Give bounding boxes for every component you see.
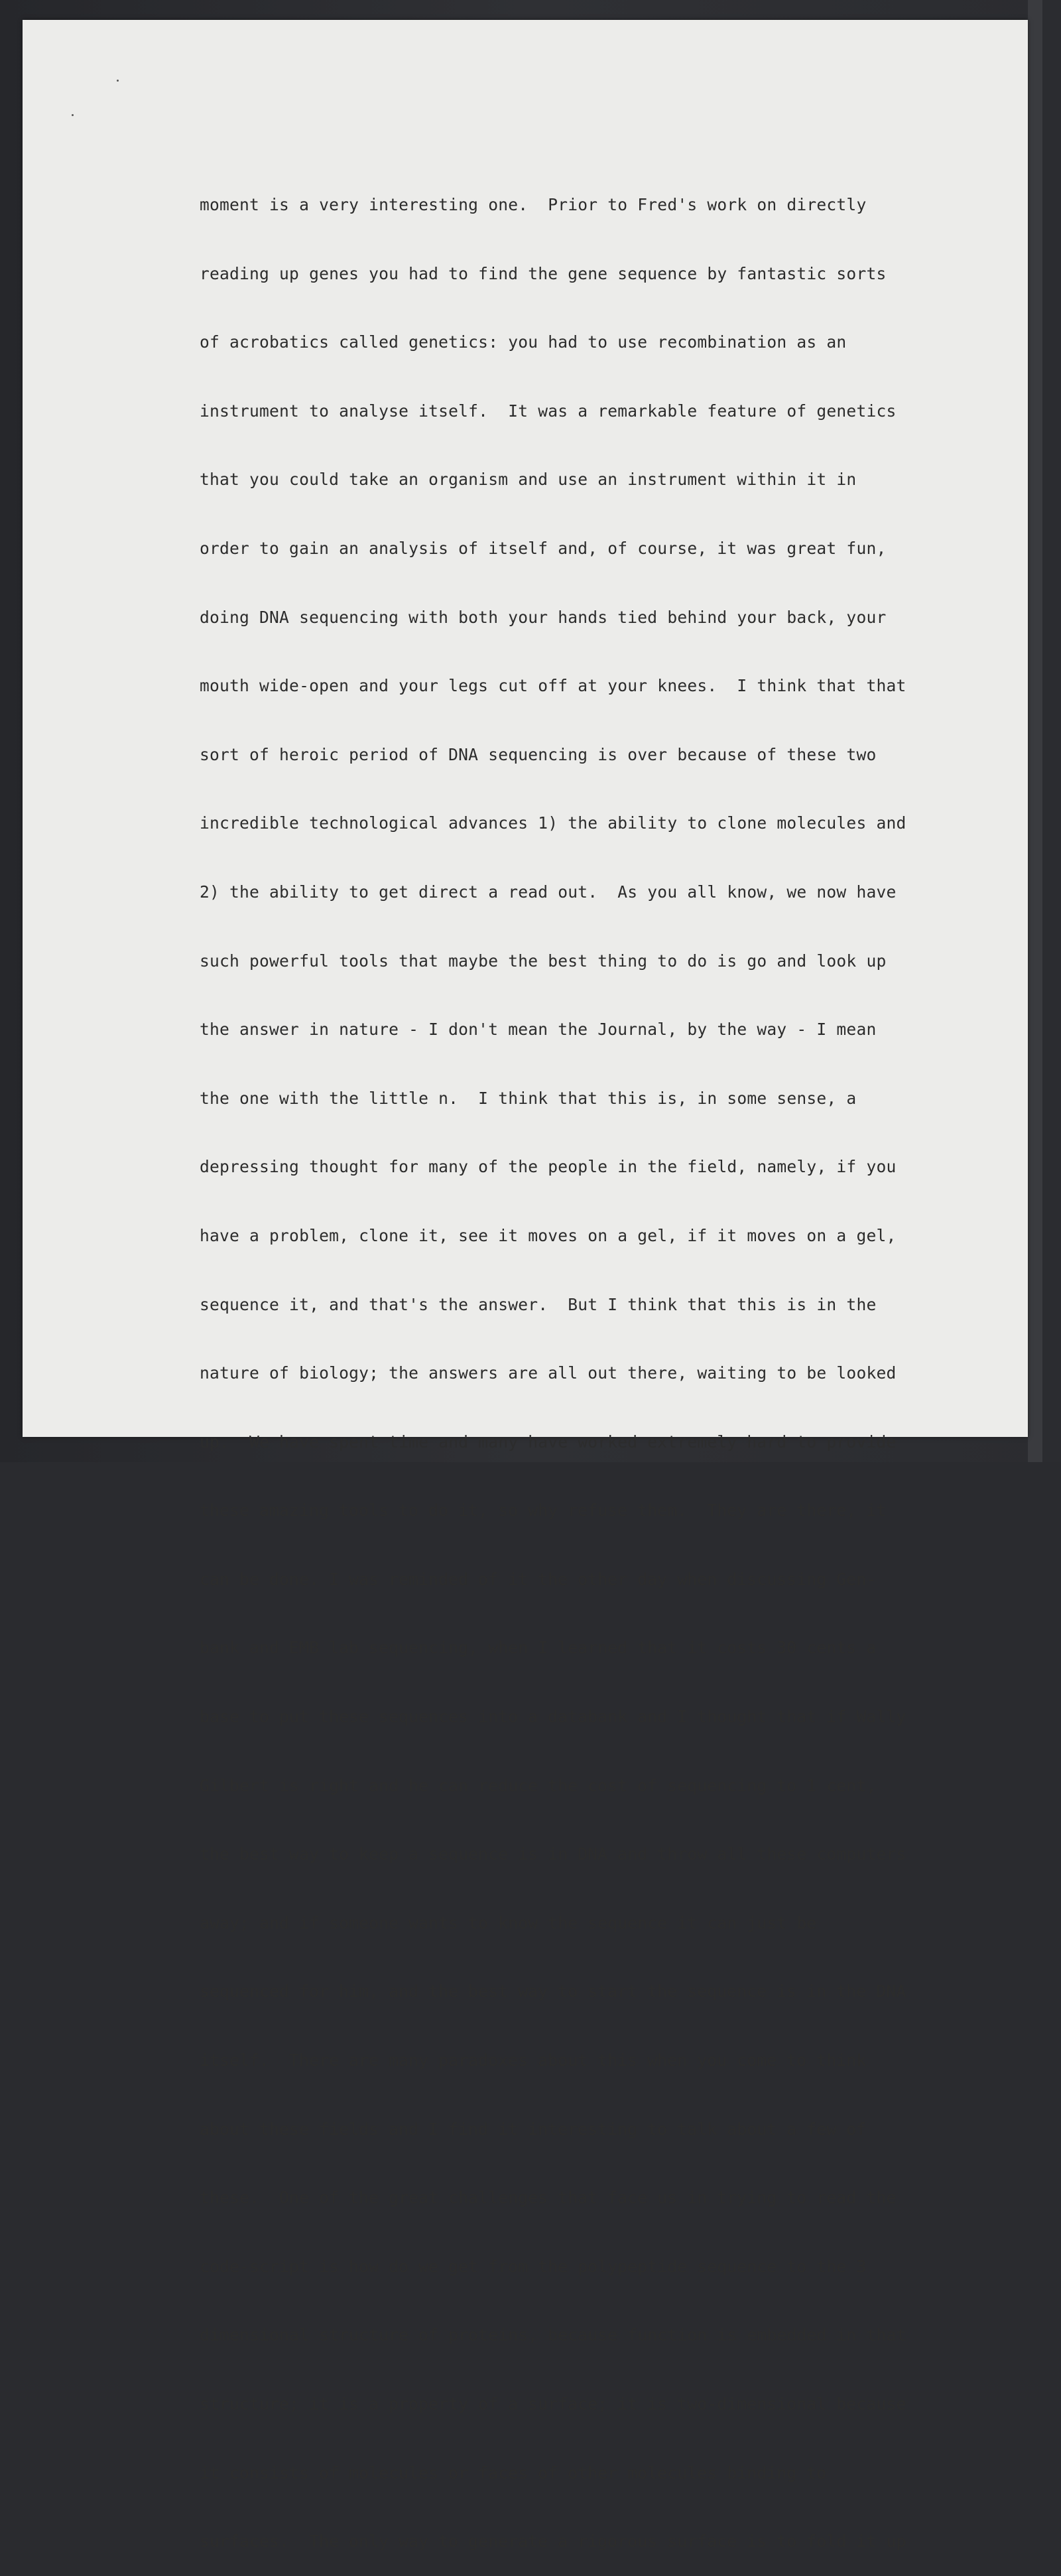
text-line: dimensional structure of proteins, because function is embedded in that <box>200 2325 906 2345</box>
text-line: the answer in nature - I don't mean the Journal, by the way - I mean <box>200 1020 877 1040</box>
ink-speck <box>117 80 119 82</box>
text-line: can be done. I was reminded of it the other day when discussing Gen- <box>200 1569 877 1589</box>
text-line: sequence it, and that's the answer. But I think that this is in the <box>200 1294 877 1314</box>
text-line: mouth wide-open and your legs cut off at your knees. I think that that <box>200 676 906 696</box>
text-line: the best way to keep a sequence is in DNA and throw all these computers <box>200 1844 906 1864</box>
text-line: that you could take an organism and use an instrument within it in <box>200 470 857 490</box>
text-line: code-script is how do we get from the polypeptide sequence to the 3 <box>200 2256 867 2276</box>
text-line: Gilbert is right and he can reduce the cost of sequencing to 1 cent, <box>200 1775 877 1795</box>
text-line: these amazing tools to do it, so why refuse them. They are there, it <box>200 1501 887 1521</box>
text-line: sequenced for him, and the best way to start the sequence is in the DNA <box>200 1982 906 2001</box>
text-line: itself. There are many paradoxes about this when you come to think <box>200 2051 867 2070</box>
text-line: instrument to analyse itself. It was a remarkable feature of genetics <box>200 401 897 421</box>
text-line: incredible technological advances 1) the ability to clone molecules and <box>200 813 906 833</box>
scan-edge <box>1028 0 1042 1462</box>
text-line: depressing thought for many of the people in the field, namely, if you <box>200 1157 897 1177</box>
text-line: about these fields and I find it interesting to talk about a few of <box>200 2119 867 2139</box>
text-line: of acrobatics called genetics: you had to use recombination as an <box>200 332 847 352</box>
text-line: surfaces. The only way to generate a rigorous surface is to fold it up <box>200 2532 906 2551</box>
text-line: bank and EMB lab sequencing, when I learned that it costs 30 cents a <box>200 1638 877 1658</box>
text-line: 2) the ability to get direct a read out. As you all know, we now have <box>200 882 897 902</box>
text-line: the one with the little n. I think that this is, in some sense, a <box>200 1088 857 1108</box>
text-line: sort of heroic period of DNA sequencing is over because of these two <box>200 744 877 764</box>
ink-speck <box>72 114 74 116</box>
text-line: nature of biology; the answers are all out there, waiting to be looked <box>200 1363 897 1383</box>
text-line: away; and if someone wants to know the sequence it can just be <box>200 1913 817 1932</box>
text-line: it consists of molecules or faces of other molecules binding to <box>200 2463 827 2482</box>
text-line: moment is a very interesting one. Prior to Fred's work on directly <box>200 195 867 214</box>
text-line: such powerful tools that maybe the best thing to do is go and look up <box>200 951 887 971</box>
text-line: doing DNA sequencing with both your hands tied behind your back, your <box>200 607 887 627</box>
text-line: base to put these sequences into a databank and I thought that if Wally <box>200 1707 906 1727</box>
text-line: up. We have spent time and many have worked extremely hard to provide <box>200 1432 897 1452</box>
typed-text-body <box>200 151 936 2576</box>
text-line: order to gain an analysis of itself and, of course, it was great fun, <box>200 538 887 558</box>
text-line: have a problem, clone it, see it moves on a gel, if it moves on a gel, <box>200 1225 897 1245</box>
text-line: these. One of the great challenges that face us in trying to read the <box>200 2188 897 2208</box>
text-line: reading up genes you had to find the gene sequence by fantastic sorts <box>200 263 887 283</box>
text-line: structure; it is a property of a surface; it is two-dimensional because <box>200 2394 906 2413</box>
